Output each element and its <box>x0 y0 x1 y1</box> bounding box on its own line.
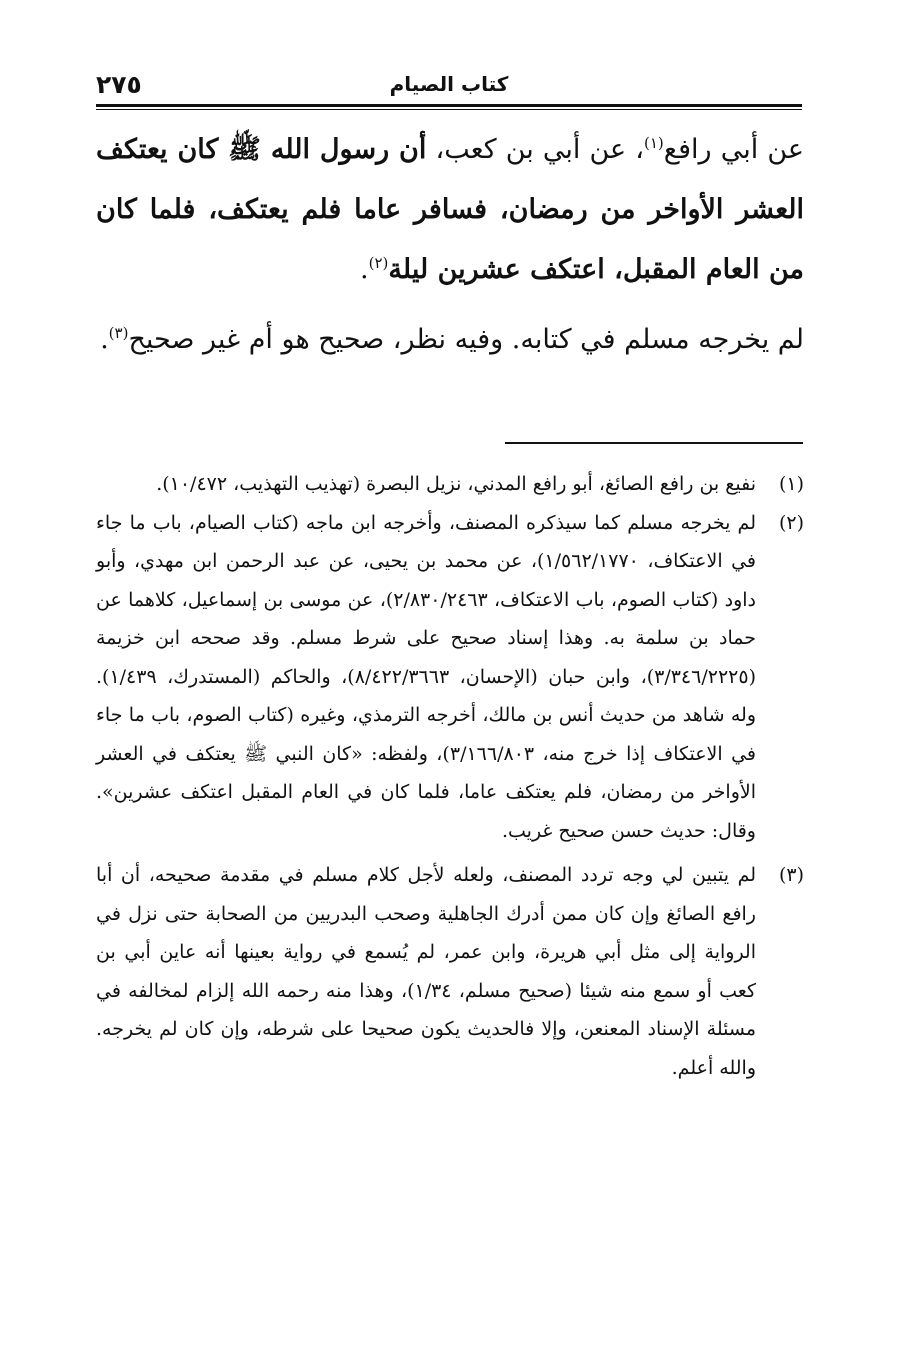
page-header <box>96 70 802 104</box>
hadith-end: . <box>360 254 369 285</box>
header-rule <box>96 104 802 110</box>
commentary-text: لم يخرجه مسلم في كتابه. وفيه نظر، صحيح هو أم غير صحيح <box>128 324 804 355</box>
footnote-text: لم يتبين لي وجه تردد المصنف، ولعله لأجل كلام مسلم في مقدمة صحيحه، أن أبا رافع الصائغ وإن كان ممن أدرك الجاهلية وصحب البدريين من الصحابة حتى نزل في الرواية إلى مثل أبي هريرة، وابن عمر، لم يُسمع في رواية بعينها أنه عاين أبي بن كعب أو سمع منه شيئا (صحيح مسلم، ١/٣٤)، وهذا منه رحمه الله إلزام لمخالفه في مسئلة الإسناد المعنعن، وإلا فالحديث يكون صحيحا على شرطه، وإن كان لم يخرجه. والله أعلم. <box>96 864 756 1079</box>
hadith-paragraph <box>96 120 804 300</box>
main-text <box>96 120 804 370</box>
footnote-ref-2: (٢) <box>368 254 389 272</box>
hadith-matn: أن رسول الله ﷺ كان يعتكف العشر الأواخر من رمضان، فسافر عاما فلم يعتكف، فلما كان من العام المقبل، اعتكف عشرين ليلة <box>96 134 804 285</box>
footnote-text: لم يخرجه مسلم كما سيذكره المصنف، وأخرجه ابن ماجه (كتاب الصيام، باب ما جاء في الاعتكاف، ١/٥٦٢/١٧٧٠)، عن محمد بن يحيى، عن عبد الرحمن ابن مهدي، وأبو داود (كتاب الصوم، باب الاعتكاف، ٢/٨٣٠/٢٤٦٣)، عن موسى بن إسماعيل، كلاهما عن حماد بن سلمة به. وهذا إسناد صحيح على شرط مسلم. وقد صححه ابن خزيمة (٣/٣٤٦/٢٢٢٥)، وابن حبان (الإحسان، ٨/٤٢٢/٣٦٦٣)، والحاكم (المستدرك، ١/٤٣٩). وله شاهد من حديث أنس بن مالك، أخرجه الترمذي، وغيره (كتاب الصوم، باب ما جاء في الاعتكاف إذا خرج منه، ٣/١٦٦/٨٠٣)، ولفظه: «كان النبي ﷺ يعتكف في العشر الأواخر من رمضان، فلم يعتكف عاما، فلما كان في العام المقبل اعتكف عشرين». وقال: حديث حسن صحيح غريب. <box>96 511 757 842</box>
footnote-number: (١) <box>778 473 804 495</box>
footnote-separator <box>505 442 803 444</box>
footnote-number: (٢) <box>778 511 804 534</box>
commentary-paragraph <box>96 310 804 370</box>
page-number: ٢٧٥ <box>96 70 142 99</box>
running-title: كتاب الصيام <box>389 72 509 96</box>
footnote-ref-3: (٣) <box>108 324 129 342</box>
footnote-text: نفيع بن رافع الصائغ، أبو رافع المدني، نزيل البصرة (تهذيب التهذيب، ١٠/٤٧٢). <box>156 473 756 495</box>
commentary-end: . <box>100 324 109 355</box>
footnote-2 <box>96 504 804 851</box>
footnote-ref-1: (١) <box>644 134 664 152</box>
footnotes <box>96 465 804 1087</box>
footnote-number: (٣) <box>778 864 804 886</box>
chain-text: عن أبي رافع <box>663 134 804 165</box>
footnote-1 <box>96 465 804 504</box>
footnote-3 <box>96 856 804 1087</box>
chain-text-2: ، عن أبي بن كعب، <box>426 134 644 165</box>
